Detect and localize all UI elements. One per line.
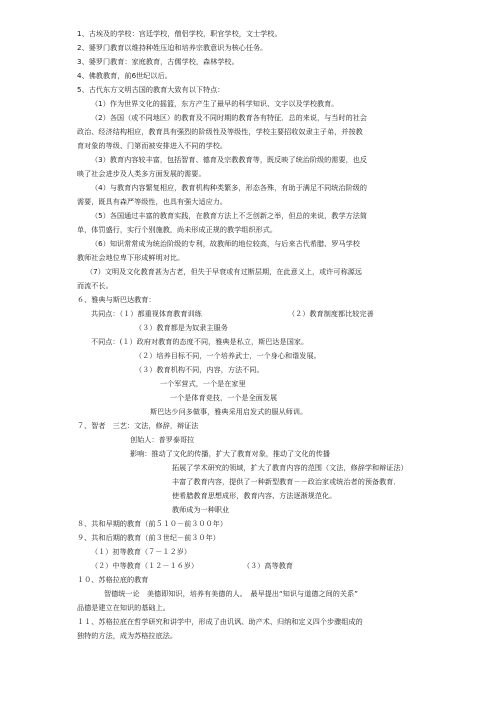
line-12: （4）与教育内容繁复相应，教育机构种类繁多，形态各殊，有助于满足不同统治阶级的 [91,183,368,192]
line-18: （7）文明及文化教育甚为古老，但失于早衰或有过断层期，在此意义上，或许可称源远 [86,267,363,276]
line-29: ７、智者 三艺：文法，修辞，辩证法 [77,421,199,430]
line-10: （3）教育内容较丰富，包括智育、德育及宗教教育等，既反映了统治阶级的需要，也反 [91,155,368,164]
line-35: 教师成为一种职业 [172,505,230,514]
line-40: １０、苏格拉底的教育 [77,575,149,584]
line-28: 斯巴达少问多做事，雅典采用启发式的服从师训。 [150,407,308,416]
line-14: （5）各国通过丰富的教育实践，在教育方法上不乏创新之举，但总的来说，教学方法简 [91,211,368,220]
line-22: （３）教育都是为奴隶主服务 [135,323,228,332]
line-1: 1、古埃及的学校：宫廷学校，僧侣学校，职官学校，文士学校。 [77,29,282,38]
line-15: 单，体罚盛行，实行个别施教，尚未形成正规的教学组织形式。 [77,225,278,234]
line-24: （２）培养目标不同，一个培养武士，一个身心和谐发展。 [135,351,321,360]
line-33: 丰富了教育内容，提供了一种新型教育－－政治家或统治者的预备教育． [172,477,401,486]
line-21a: 共同点：（１）都重视体育教育训练 [91,309,202,318]
line-39a: （２）中等教育（１２－１６岁） [91,561,199,570]
line-8: 政治、经济结构相应，教育具有强烈的阶级性及等级性，学校主要招收奴隶主子弟，并按教 [77,127,363,136]
line-27: 一个是体育竞技，一个是全面发展 [170,393,278,402]
line-30: 创始人：普罗泰哥拉 [130,435,195,444]
line-23: 不同点：(１）政府对教育的态度不同，雅典是私立，斯巴达是国家。 [91,337,309,346]
line-37: ９、共和后期的教育（前３世纪－前３０年） [77,533,220,542]
line-36: ８、共和早期的教育（前５１０－前３００年） [77,519,228,528]
line-42: 品德是建立在知识的基础上。 [77,603,170,612]
line-20: ６、雅典与斯巴达教育： [77,295,156,304]
line-38: （１）初等教育（７－１２岁） [91,547,192,556]
line-26: 一个军营式，一个是在家里 [160,379,246,388]
line-4: 4、佛教教育，前6世纪以后。 [77,71,172,80]
line-44: 独特的方法，成为苏格拉底法。 [77,631,178,640]
line-5: 5、古代东方文明古国的教育大致有以下特点： [77,85,225,94]
line-39b: （３）高等教育 [243,561,294,570]
line-21b: （２）教育制度都比较完善 [288,309,374,318]
line-43: １１、苏格拉底在哲学研究和讲学中，形成了由讥讽、助产术、归纳和定义四个步骤组成的 [77,617,363,626]
line-13: 需要，既具有森严等级性，也具有强大适应力。 [77,197,228,206]
line-31: 影响：推动了文化的传播，扩大了教育对象，推动了文化的传播 [130,449,331,458]
line-16: （6）知识常常成为统治阶级的专利，故教师的地位较高，与后来古代希腊、罗马学校 [91,239,360,248]
line-2: 2、婆罗门教育以维持种姓压迫和培养宗教意识为核心任务。 [77,43,268,52]
line-41: 智德统一论 美德即知识，培养有美德的人。 最早提出“知识与道德之间的关系” [104,589,358,598]
line-7: （2）各国（或不同地区）的教育及不同时期的教育各有特征．总的来说，与当时的社会 [91,113,368,122]
line-32: 拓展了学术研究的领域，扩大了教育内容的范围（文法，修辞学和辩证法） [172,463,408,472]
line-3: 3、婆罗门教育：家庭教育，古儒学校，森林学校。 [77,57,239,66]
line-34: 使希腊教育思想成形，教育内容、方法逐渐规范化。 [172,491,337,500]
line-6: （1）作为世界文化的摇篮，东方产生了最早的科学知识、文字以及学校教育。 [91,99,339,108]
line-17: 教师社会地位卑下形成鲜明对比。 [77,253,185,262]
line-9: 育对象的等级、门第而被安排进入不同的学校。 [77,141,228,150]
line-19: 而流不长。 [77,281,113,290]
line-25: （３）教育机构不同，内容，方法不同。 [135,365,264,374]
line-11: 映了社会进步及人类多方面发展的需要。 [77,169,206,178]
